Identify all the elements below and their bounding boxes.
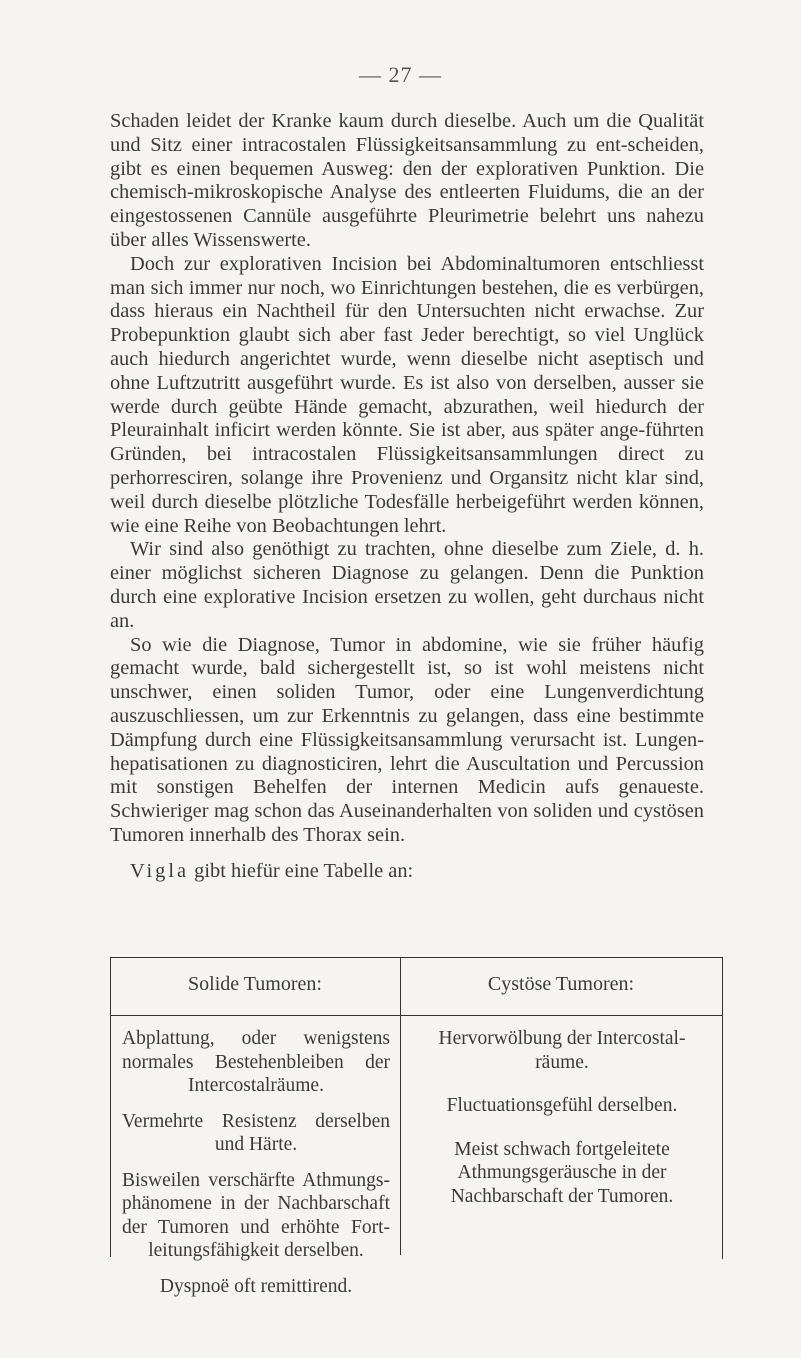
- table-top-rule: [110, 957, 722, 958]
- paragraph: Wir sind also genöthigt zu trachten, ohne dieselbe zum Ziele, d. h. einer möglichst sicheren Diagnose zu gelangen. Denn die Punktion durch eine explorative Incision ersetzen zu wollen, geht durchaus nicht an.: [110, 538, 704, 632]
- body-text: [110, 110, 704, 884]
- table-intro-text: gibt hiefür eine Tabelle an:: [189, 859, 414, 882]
- paragraph: Schaden leidet der Kranke kaum durch dieselbe. Auch um die Qualität und Sitz einer intracostalen Flüssigkeitsansammlung zu ent-scheiden, gibt es einen bequemen Ausweg: den der explorativen Punktion. Die chemisch-mikroskopische Analyse des entleerten Fluidums, die an der eingestossenen Cannüle ausgeführte Pleurimetrie belehrt uns nahezu über alles Wissenswerte.: [110, 110, 704, 251]
- author-name: Vigla: [130, 859, 190, 882]
- table-cell: Meist schwach fortgeleitete Athmungsgeräusche in der Nachbarschaft der Tumoren.: [450, 1138, 674, 1207]
- comparison-table: [110, 957, 724, 1297]
- table-cell: Fluctuationsgefühl derselben.: [446, 1095, 678, 1116]
- table-cell: Bisweilen verschärfte Athmungs-phänomene in der Nachbarschaft der Tumoren und erhöhte Fort-leitungsfähigkeit derselben.: [122, 1169, 390, 1261]
- table-right-rule: [722, 957, 723, 1259]
- table-cell: Dyspnoë oft remittirend.: [159, 1275, 353, 1297]
- table-left-rule: [110, 957, 111, 1257]
- table-cell: Abplattung, oder wenigstens normales Bestehenbleiben der Intercostalräume.: [122, 1028, 390, 1096]
- table-intro: [110, 860, 704, 884]
- table-header-solid: Solide Tumoren:: [188, 973, 322, 995]
- table-header-rule: [110, 1015, 722, 1016]
- table-header-cystic: Cystöse Tumoren:: [487, 973, 635, 995]
- table-column-divider: [400, 1015, 401, 1255]
- table-column-cystic: [412, 1027, 712, 1220]
- table-cell: Hervorwölbung der Intercostal-räume.: [438, 1028, 686, 1073]
- page-number: — 27 —: [359, 62, 442, 87]
- paragraph: So wie die Diagnose, Tumor in abdomine, wie sie früher häufig gemacht wurde, bald sichergestellt ist, so ist wohl meistens nicht unschwer, einen soliden Tumor, oder eine Lungenverdichtung auszuschliessen, um zur Erkenntnis zu gelangen, dass eine bestimmte Dämpfung durch eine Flüssigkeitsansammlung verursacht ist. Lungen-hepatisationen zu diagnosticiren, lehrt die Auscultation und Percussion mit sonstigen Behelfen der internen Medicin aufs genaueste. Schwieriger mag schon das Auseinanderhalten von soliden und cystösen Tumoren innerhalb des Thorax sein.: [110, 633, 704, 846]
- table-column-solid: [122, 1027, 390, 1310]
- table-cell: Vermehrte Resistenz derselben und Härte.: [122, 1110, 390, 1155]
- paragraph: Doch zur explorativen Incision bei Abdominaltumoren entschliesst man sich immer nur noch, wo Einrichtungen bestehen, die es verbürgen, dass hieraus ein Nachtheil für den Untersuchten nicht erwachse. Zur Probepunktion glaubt sich aber fast Jeder berechtigt, so viel Unglück auch hiedurch angerichtet wurde, wenn dieselbe nicht aseptisch und ohne Luftzutritt ausgeführt wurde. Es ist also von derselben, ausser sie werde durch geübte Hände gemacht, abzurathen, weil hiedurch der Pleurainhalt inficirt werden könnte. Sie ist aber, aus später ange-führten Gründen, bei intracostalen Flüssigkeitsansammlungen direct zu perhorresciren, solange ihre Provenienz und Organsitz nicht klar sind, weil durch dieselbe plötzliche Todesfälle herbeigeführt werden können, wie eine Reihe von Beobachtungen lehrt.: [110, 252, 704, 537]
